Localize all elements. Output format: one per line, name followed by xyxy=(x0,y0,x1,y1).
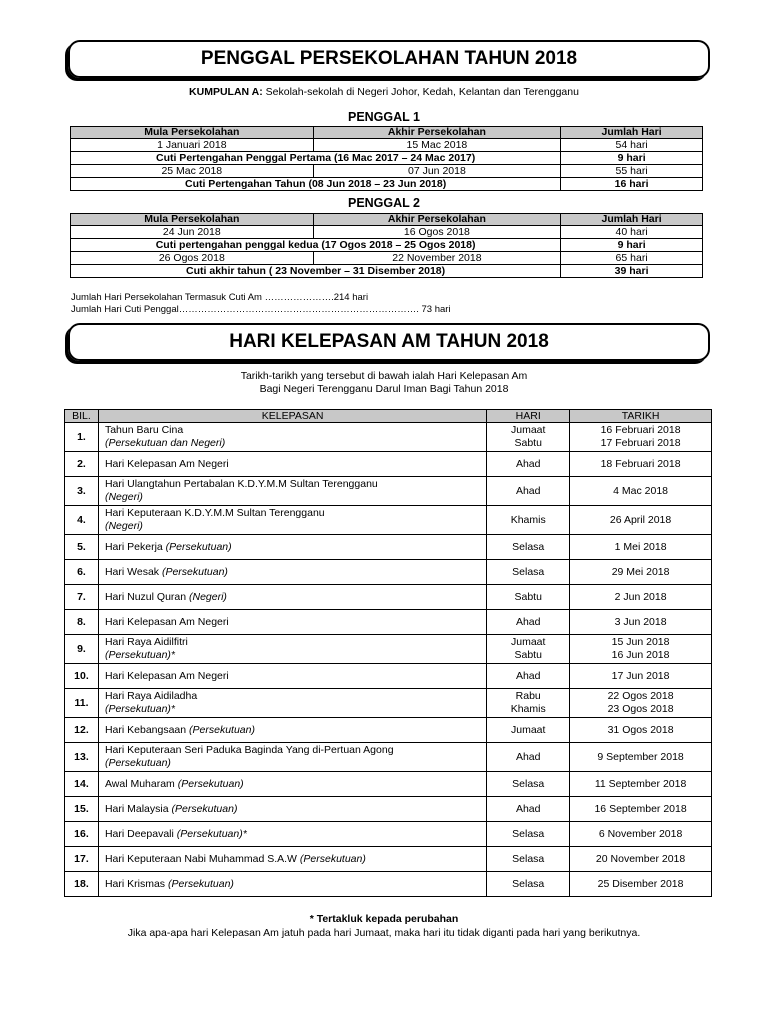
tarikh-value: 23 Ogos 2018 xyxy=(607,703,674,715)
akhir-cell: 07 Jun 2018 xyxy=(313,165,561,178)
bil-cell: 7. xyxy=(65,585,99,610)
hari-cell xyxy=(487,560,570,585)
holiday-name-text: Hari Keputeraan Nabi Muhammad S.A.W xyxy=(104,852,300,865)
header-tarikh: TARIKH xyxy=(570,410,712,423)
table-row xyxy=(65,822,712,847)
intro-text xyxy=(0,370,768,396)
kelepasan-cell xyxy=(98,585,486,610)
table-row xyxy=(65,477,712,506)
tarikh-value: 9 September 2018 xyxy=(597,750,684,763)
hari-value: Selasa xyxy=(512,540,545,553)
tarikh-cell xyxy=(570,822,712,847)
holiday-name-text: Hari Keputeraan Seri Paduka Baginda Yang di-Pertuan Agong xyxy=(104,744,394,756)
tarikh-cell xyxy=(570,797,712,822)
table-row xyxy=(65,872,712,897)
header-mula: Mula Persekolahan xyxy=(71,127,314,139)
tarikh-value: 20 November 2018 xyxy=(595,852,686,865)
table-header-row xyxy=(71,214,703,226)
hari-value: Ahad xyxy=(515,484,541,497)
bil-cell: 18. xyxy=(65,872,99,897)
header-kelepasan: KELEPASAN xyxy=(98,410,486,423)
holiday-name xyxy=(105,616,486,629)
table-row xyxy=(65,664,712,689)
bil-cell: 16. xyxy=(65,822,99,847)
bil-cell: 9. xyxy=(65,635,99,664)
holiday-name-text: Hari Pekerja xyxy=(104,540,166,553)
akhir-cell: 15 Mac 2018 xyxy=(313,139,561,152)
kumpulan-text: Sekolah-sekolah di Negeri Johor, Kedah, Kelantan dan Terengganu xyxy=(262,86,579,98)
holiday-name-text: Hari Ulangtahun Pertabalan K.D.Y.M.M Sultan Terengganu xyxy=(104,478,378,490)
tarikh-cell xyxy=(570,689,712,718)
hari-cell xyxy=(487,664,570,689)
kumpulan-label: KUMPULAN A: xyxy=(189,86,263,98)
hari-cell xyxy=(487,718,570,743)
tarikh-value: 18 Februari 2018 xyxy=(600,457,681,470)
tarikh-cell xyxy=(570,452,712,477)
kelepasan-cell xyxy=(98,797,486,822)
table-row xyxy=(71,252,703,265)
hari-cell xyxy=(487,822,570,847)
bil-cell: 1. xyxy=(65,423,99,452)
holiday-scope: (Persekutuan)* xyxy=(176,827,247,840)
holiday-name xyxy=(105,778,486,791)
tarikh-value: 25 Disember 2018 xyxy=(597,877,684,890)
holiday-name xyxy=(105,541,486,554)
table-row xyxy=(71,226,703,239)
hari-value: Ahad xyxy=(515,457,541,470)
footnote-subject-to-change: * Tertakluk kepada perubahan xyxy=(309,913,459,925)
intro-line-2: Bagi Negeri Terengganu Darul Iman Bagi Tahun 2018 xyxy=(259,383,509,395)
hari-value: Khamis xyxy=(510,703,546,715)
hari-value: Ahad xyxy=(515,669,541,682)
hari-value: Khamis xyxy=(510,513,546,526)
holiday-name-text: Hari Krismas xyxy=(104,877,168,890)
tarikh-value: 16 September 2018 xyxy=(594,802,687,815)
table-row xyxy=(65,689,712,718)
kelepasan-cell xyxy=(98,872,486,897)
hari-cell xyxy=(487,797,570,822)
holiday-name-text: Hari Raya Aidiladha xyxy=(104,690,198,702)
holiday-name xyxy=(105,828,486,841)
holiday-scope: (Persekutuan) xyxy=(161,565,228,578)
kelepasan-cell xyxy=(98,847,486,872)
bil-cell: 3. xyxy=(65,477,99,506)
holiday-scope: (Negeri) xyxy=(104,491,143,503)
tarikh-value: 16 Februari 2018 xyxy=(600,424,681,436)
tarikh-cell xyxy=(570,664,712,689)
mula-cell: 26 Ogos 2018 xyxy=(71,252,314,265)
bil-cell: 12. xyxy=(65,718,99,743)
table-header-row xyxy=(65,410,712,423)
hari-value: Sabtu xyxy=(514,590,542,603)
hari-cell xyxy=(487,452,570,477)
bil-cell: 10. xyxy=(65,664,99,689)
cuti-row xyxy=(71,265,703,278)
tarikh-cell xyxy=(570,535,712,560)
tarikh-value: 17 Februari 2018 xyxy=(600,437,681,449)
holiday-scope: (Persekutuan) xyxy=(299,852,366,865)
kelepasan-cell xyxy=(98,822,486,847)
holiday-name-text: Hari Kelepasan Am Negeri xyxy=(104,615,229,628)
holiday-name-text: Hari Malaysia xyxy=(104,802,172,815)
hari-cell xyxy=(487,772,570,797)
holiday-name xyxy=(105,458,486,471)
jumlah-cell: 9 hari xyxy=(561,152,703,165)
bil-cell: 4. xyxy=(65,506,99,535)
hari-cell xyxy=(487,477,570,506)
footnote-friday-rule: Jika apa-apa hari Kelepasan Am jatuh pada hari Jumaat, maka hari itu tidak diganti pada hari yang berikutnya. xyxy=(127,927,641,939)
hari-cell xyxy=(487,847,570,872)
bil-cell: 5. xyxy=(65,535,99,560)
header-mula: Mula Persekolahan xyxy=(71,214,314,226)
table-row xyxy=(65,560,712,585)
kelepasan-cell xyxy=(98,506,486,535)
holiday-scope: (Persekutuan) xyxy=(167,877,234,890)
tarikh-cell xyxy=(570,610,712,635)
header-jumlah: Jumlah Hari xyxy=(561,127,703,139)
hari-cell xyxy=(487,535,570,560)
holiday-scope: (Persekutuan) xyxy=(165,540,232,553)
hari-value: Selasa xyxy=(512,777,545,790)
holiday-scope: (Persekutuan)* xyxy=(104,703,176,715)
holiday-name xyxy=(105,424,486,437)
penggal-1-title: PENGGAL 1 xyxy=(347,110,420,124)
intro-line-1: Tarikh-tarikh yang tersebut di bawah ialah Hari Kelepasan Am xyxy=(240,370,528,382)
kelepasan-cell xyxy=(98,772,486,797)
bil-cell: 6. xyxy=(65,560,99,585)
kelepasan-cell xyxy=(98,477,486,506)
summary-jumlah-cuti: Jumlah Hari Cuti Penggal…………………………………………………………………. 73 hari xyxy=(71,304,451,315)
holiday-name-text: Hari Kebangsaan xyxy=(104,723,190,736)
cuti-cell: Cuti pertengahan penggal kedua (17 Ogos 2018 – 25 Ogos 2018) xyxy=(71,239,561,252)
summary-jumlah-persekolahan: Jumlah Hari Persekolahan Termasuk Cuti Am ………………….214 hari xyxy=(71,292,369,303)
tarikh-cell xyxy=(570,585,712,610)
table-row xyxy=(71,165,703,178)
hari-cell xyxy=(487,423,570,452)
kelepasan-cell xyxy=(98,689,486,718)
table-row xyxy=(65,506,712,535)
kelepasan-cell xyxy=(98,452,486,477)
cuti-row xyxy=(71,178,703,191)
holiday-name xyxy=(105,670,486,683)
penggal-2-table xyxy=(70,213,703,278)
mula-cell: 24 Jun 2018 xyxy=(71,226,314,239)
akhir-cell: 16 Ogos 2018 xyxy=(313,226,561,239)
tarikh-cell xyxy=(570,477,712,506)
hari-value: Selasa xyxy=(512,852,545,865)
kelepasan-cell xyxy=(98,560,486,585)
tarikh-cell xyxy=(570,847,712,872)
tarikh-cell xyxy=(570,718,712,743)
cuti-cell: Cuti akhir tahun ( 23 November – 31 Disember 2018) xyxy=(71,265,561,278)
kelepasan-cell xyxy=(98,664,486,689)
hari-value: Selasa xyxy=(512,877,545,890)
tarikh-value: 2 Jun 2018 xyxy=(614,590,667,603)
mula-cell: 25 Mac 2018 xyxy=(71,165,314,178)
holiday-scope: (Persekutuan) xyxy=(171,802,238,815)
jumlah-cell: 65 hari xyxy=(561,252,703,265)
header-akhir: Akhir Persekolahan xyxy=(313,214,561,226)
footer-notes xyxy=(0,912,768,940)
holiday-scope: (Negeri) xyxy=(189,590,227,603)
tarikh-cell xyxy=(570,743,712,772)
tarikh-value: 1 Mei 2018 xyxy=(614,540,667,553)
tarikh-value: 26 April 2018 xyxy=(609,513,672,526)
table-row xyxy=(65,743,712,772)
hari-cell xyxy=(487,743,570,772)
holiday-name-text: Tahun Baru Cina xyxy=(104,424,184,436)
bil-cell: 11. xyxy=(65,689,99,718)
table-row xyxy=(65,797,712,822)
kelepasan-cell xyxy=(98,743,486,772)
holiday-scope: (Negeri) xyxy=(104,520,143,532)
tarikh-value: 29 Mei 2018 xyxy=(611,565,670,578)
tarikh-value: 22 Ogos 2018 xyxy=(607,690,674,702)
jumlah-cell: 40 hari xyxy=(561,226,703,239)
holiday-name-text: Hari Keputeraan K.D.Y.M.M Sultan Terengganu xyxy=(104,507,325,519)
hari-value: Sabtu xyxy=(514,649,542,661)
table-row xyxy=(65,718,712,743)
hari-value: Jumaat xyxy=(511,723,546,736)
header-hari: HARI xyxy=(487,410,570,423)
tarikh-cell xyxy=(570,872,712,897)
cuti-cell: Cuti Pertengahan Tahun (08 Jun 2018 – 23 Jun 2018) xyxy=(71,178,561,191)
header-jumlah: Jumlah Hari xyxy=(561,214,703,226)
hari-cell xyxy=(487,610,570,635)
jumlah-cell: 39 hari xyxy=(561,265,703,278)
hari-value: Selasa xyxy=(512,565,545,578)
penggal-1-table xyxy=(70,126,703,191)
holiday-scope: (Persekutuan) xyxy=(189,723,255,736)
hari-cell xyxy=(487,872,570,897)
tarikh-cell xyxy=(570,560,712,585)
kelepasan-cell xyxy=(98,610,486,635)
bil-cell: 2. xyxy=(65,452,99,477)
hari-value: Sabtu xyxy=(514,437,542,449)
tarikh-cell xyxy=(570,635,712,664)
cuti-cell: Cuti Pertengahan Penggal Pertama (16 Mac 2017 – 24 Mac 2017) xyxy=(71,152,561,165)
holiday-name xyxy=(105,591,486,604)
kelepasan-cell xyxy=(98,535,486,560)
holiday-scope: (Persekutuan) xyxy=(104,757,171,769)
holiday-name-text: Hari Deepavali xyxy=(104,827,177,840)
hari-value: Jumaat xyxy=(511,636,546,648)
holiday-name-text: Hari Wesak xyxy=(104,565,162,578)
tarikh-value: 15 Jun 2018 xyxy=(611,636,670,648)
hari-value: Jumaat xyxy=(511,424,546,436)
hari-cell xyxy=(487,585,570,610)
tarikh-value: 31 Ogos 2018 xyxy=(607,723,674,736)
bil-cell: 13. xyxy=(65,743,99,772)
table-row xyxy=(65,635,712,664)
holiday-name-text: Hari Kelepasan Am Negeri xyxy=(104,669,229,682)
tarikh-cell xyxy=(570,506,712,535)
kelepasan-cell xyxy=(98,423,486,452)
jumlah-cell: 9 hari xyxy=(561,239,703,252)
table-row xyxy=(65,423,712,452)
tarikh-cell xyxy=(570,772,712,797)
holiday-name xyxy=(105,566,486,579)
mula-cell: 1 Januari 2018 xyxy=(71,139,314,152)
holiday-name xyxy=(105,853,486,866)
table-row xyxy=(71,139,703,152)
table-row xyxy=(65,610,712,635)
bil-cell: 8. xyxy=(65,610,99,635)
tarikh-value: 3 Jun 2018 xyxy=(614,615,667,628)
header-akhir: Akhir Persekolahan xyxy=(313,127,561,139)
kelepasan-cell xyxy=(98,718,486,743)
tarikh-cell xyxy=(570,423,712,452)
holiday-name xyxy=(105,690,486,703)
table-row xyxy=(65,535,712,560)
jumlah-cell: 54 hari xyxy=(561,139,703,152)
header-bil: BIL. xyxy=(65,410,99,423)
tarikh-value: 17 Jun 2018 xyxy=(611,669,670,682)
hari-cell xyxy=(487,635,570,664)
table-row xyxy=(65,452,712,477)
holiday-name-text: Hari Nuzul Quran xyxy=(104,590,189,603)
holiday-name xyxy=(105,478,486,491)
bil-cell: 17. xyxy=(65,847,99,872)
holiday-scope: (Persekutuan)* xyxy=(104,649,176,661)
holiday-name xyxy=(105,636,486,649)
holiday-name xyxy=(105,803,486,816)
holiday-name xyxy=(105,507,486,520)
tarikh-value: 6 November 2018 xyxy=(598,827,683,840)
jumlah-cell: 16 hari xyxy=(561,178,703,191)
hari-value: Rabu xyxy=(515,690,541,702)
cuti-row xyxy=(71,239,703,252)
holiday-name-text: Hari Raya Aidilfitri xyxy=(104,636,188,648)
hari-cell xyxy=(487,689,570,718)
bil-cell: 15. xyxy=(65,797,99,822)
hari-value: Ahad xyxy=(515,750,541,763)
holiday-name xyxy=(105,724,486,737)
hari-value: Ahad xyxy=(515,802,541,815)
jumlah-cell: 55 hari xyxy=(561,165,703,178)
tarikh-value: 16 Jun 2018 xyxy=(611,649,670,661)
table-row xyxy=(65,847,712,872)
tarikh-value: 4 Mac 2018 xyxy=(613,484,669,497)
holiday-name-text: Hari Kelepasan Am Negeri xyxy=(104,457,229,470)
holiday-scope: (Persekutuan) xyxy=(177,777,244,790)
holiday-name-text: Awal Muharam xyxy=(104,777,178,790)
hari-cell xyxy=(487,506,570,535)
penggal-2-title: PENGGAL 2 xyxy=(347,196,420,210)
holiday-scope: (Persekutuan dan Negeri) xyxy=(104,437,226,449)
table-header-row xyxy=(71,127,703,139)
holiday-name xyxy=(105,878,486,891)
cuti-row xyxy=(71,152,703,165)
bil-cell: 14. xyxy=(65,772,99,797)
hari-value: Ahad xyxy=(515,615,541,628)
table-row xyxy=(65,772,712,797)
tarikh-value: 11 September 2018 xyxy=(594,777,687,790)
section-title-kelepasan: HARI KELEPASAN AM TAHUN 2018 xyxy=(68,323,710,361)
table-row xyxy=(65,585,712,610)
hari-value: Selasa xyxy=(512,827,545,840)
akhir-cell: 22 November 2018 xyxy=(313,252,561,265)
holiday-table xyxy=(64,409,712,897)
holiday-name xyxy=(105,744,486,757)
kelepasan-cell xyxy=(98,635,486,664)
page-title: PENGGAL PERSEKOLAHAN TAHUN 2018 xyxy=(68,40,710,78)
kumpulan-line xyxy=(0,86,768,98)
